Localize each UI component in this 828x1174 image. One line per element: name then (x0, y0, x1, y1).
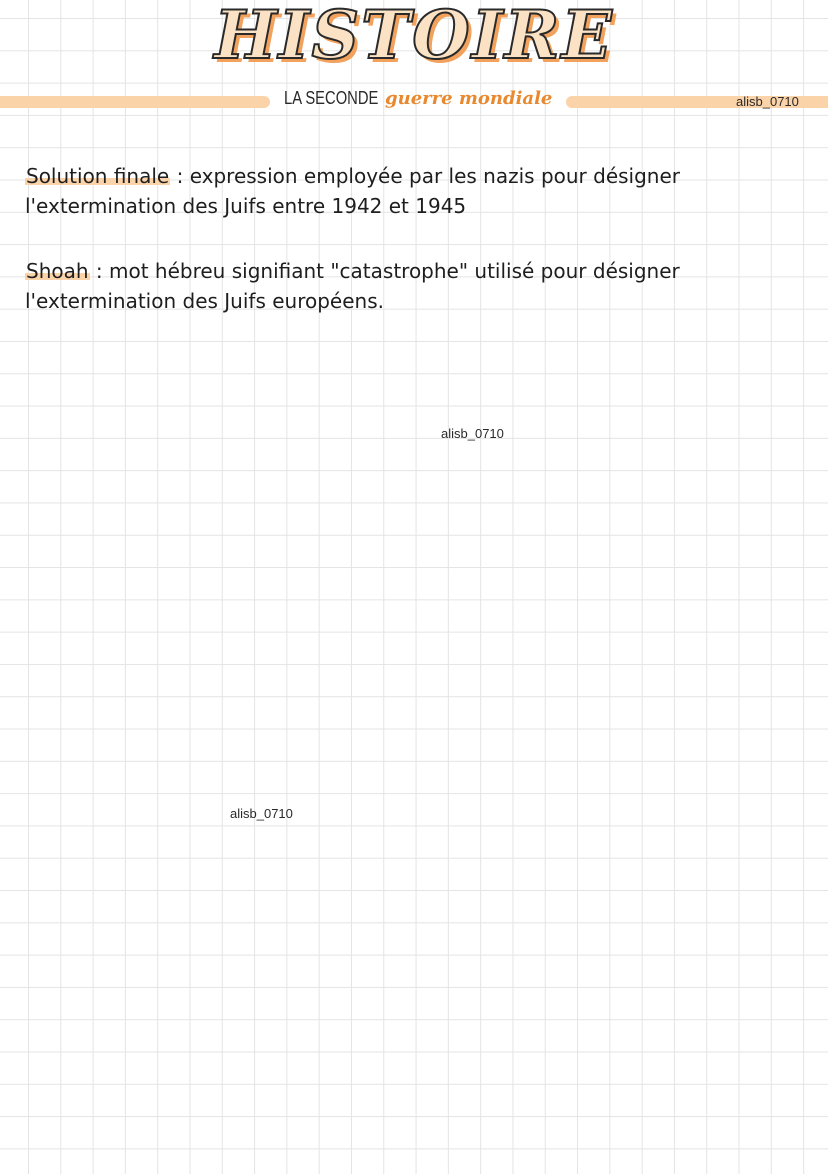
definition-separator: : (89, 259, 109, 283)
definition-separator: : (170, 164, 190, 188)
subtitle-plain: LA SECONDE (284, 88, 379, 108)
definition-text: expression employée par les nazis pour désigner l'extermination des Juifs entre 1942 et 1945 (25, 164, 680, 218)
definition-term: Solution finale (26, 164, 170, 188)
definition-text: mot hébreu signifiant "catastrophe" utilisé pour désigner l'extermination des Juifs européens. (25, 259, 680, 313)
subtitle (284, 88, 552, 118)
page-title: HISTOIRE (214, 0, 614, 74)
watermark-top: alisb_0710 (736, 94, 799, 109)
decorative-bar-left (0, 96, 270, 108)
subtitle-accent: guerre mondiale (385, 88, 553, 109)
definition-solution-finale (25, 161, 815, 221)
definition-term: Shoah (26, 259, 89, 283)
definition-shoah (25, 256, 815, 316)
watermark-lower: alisb_0710 (230, 806, 293, 821)
watermark-middle: alisb_0710 (441, 426, 504, 441)
